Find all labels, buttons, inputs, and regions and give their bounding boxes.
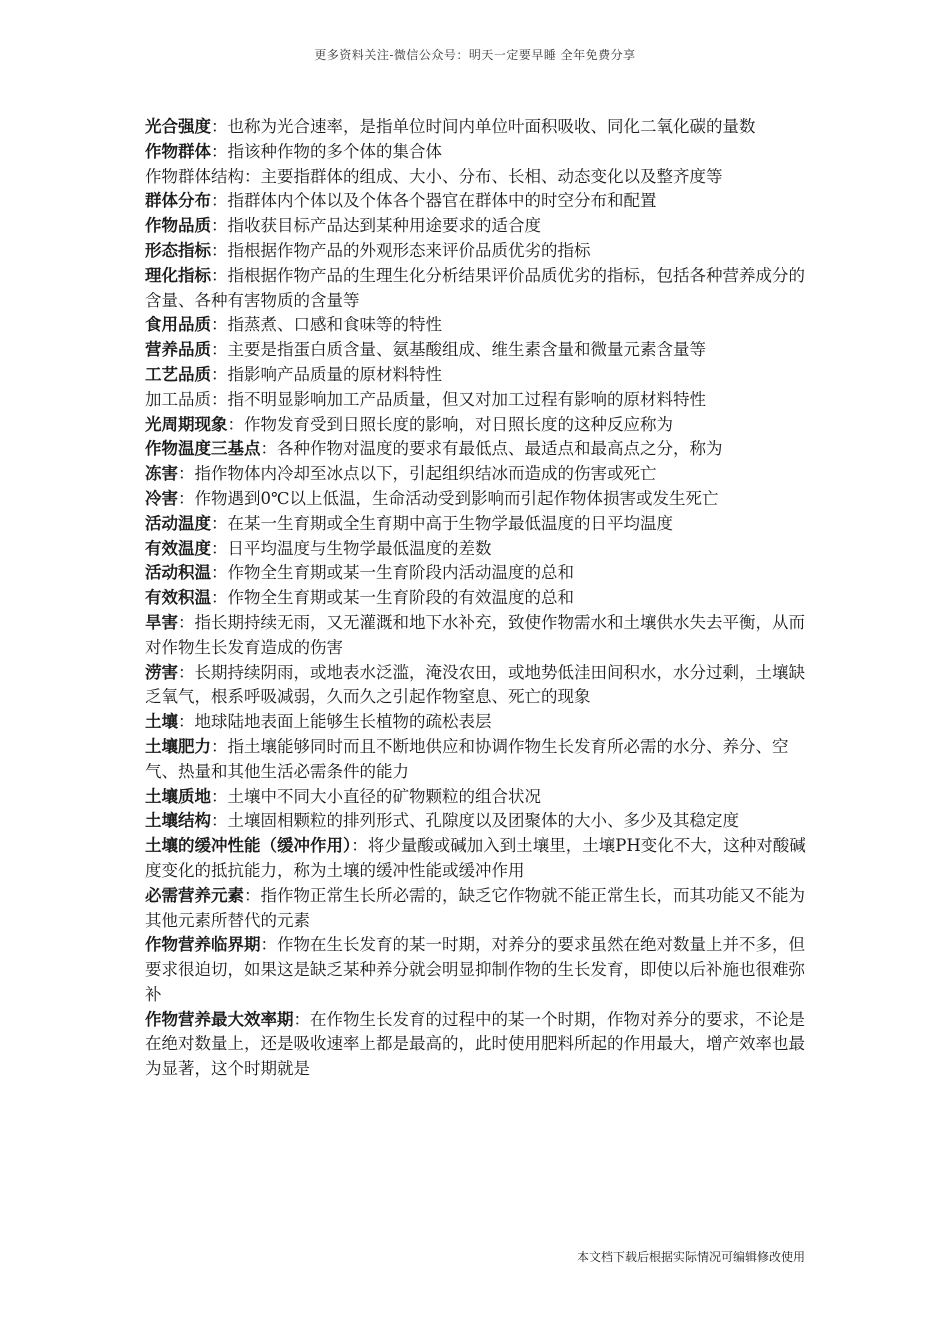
glossary-entry xyxy=(145,264,813,314)
entry-term: 食用品质 xyxy=(145,315,211,335)
entry-term: 光合强度 xyxy=(145,117,211,136)
entry-separator: ： xyxy=(211,736,228,756)
entry-term: 光周期现象 xyxy=(145,414,228,434)
entry-definition: 指该种作物的多个体的集合体 xyxy=(227,141,442,161)
entry-definition: 指影响产品质量的原材料特性 xyxy=(227,364,442,384)
entry-separator: ： xyxy=(211,191,228,211)
glossary-entry xyxy=(145,239,813,264)
entry-term: 作物温度三基点 xyxy=(145,439,261,459)
entry-term: 土壤 xyxy=(145,712,178,732)
entry-separator: ： xyxy=(211,538,228,558)
glossary-entry xyxy=(145,338,813,363)
entry-definition: 将少量酸或碱加入到土壤里，土壤PH变化不大，这种对酸碱度变化的抵抗能力，称为土壤的缓冲性能或缓冲作用 xyxy=(145,836,806,880)
entry-definition: 在某一生育期或全生育期中高于生物学最低温度的日平均温度 xyxy=(227,513,673,533)
entry-separator: ： xyxy=(211,117,228,136)
entry-definition: 指不明显影响加工产品质量，但又对加工过程有影响的原材料特性 xyxy=(227,389,706,409)
entry-term: 作物营养最大效率期 xyxy=(145,1009,294,1029)
entry-definition: 指蒸煮、口感和食味等的特性 xyxy=(227,315,442,335)
entry-definition: 主要是指蛋白质含量、氨基酸组成、维生素含量和微量元素含量等 xyxy=(227,340,706,360)
entry-definition: 指群体内个体以及个体各个器官在群体中的时空分布和配置 xyxy=(227,191,657,211)
entry-definition: 指作物体内冷却至冰点以下，引起组织结冰而造成的伤害或死亡 xyxy=(194,464,657,484)
glossary-entry xyxy=(145,313,813,338)
glossary-entry xyxy=(145,165,813,190)
entry-definition: 作物发育受到日照长度的影响，对日照长度的这种反应称为 xyxy=(244,414,673,434)
entry-term: 加工品质 xyxy=(145,389,211,409)
entry-term: 作物群体结构 xyxy=(145,166,244,186)
entry-separator: ： xyxy=(227,414,244,434)
entry-separator: ： xyxy=(211,563,228,583)
entry-separator: ： xyxy=(211,141,228,161)
entry-separator: ： xyxy=(178,612,195,632)
glossary-entry xyxy=(145,537,813,562)
page-header: 更多资料关注-微信公众号：明天一定要早睡 全年免费分享 xyxy=(314,48,636,62)
entry-definition: 指土壤能够同时而且不断地供应和协调作物生长发育所必需的水分、养分、空气、热量和其他生活必需条件的能力 xyxy=(145,736,789,781)
entry-term: 土壤肥力 xyxy=(145,736,211,756)
entry-definition: 主要指群体的组成、大小、分布、长相、动态变化以及整齐度等 xyxy=(260,166,723,186)
entry-separator: ： xyxy=(178,464,195,484)
entry-separator: ： xyxy=(244,885,261,905)
glossary-entry xyxy=(145,363,813,388)
entry-term: 作物营养临界期 xyxy=(145,935,261,955)
entry-term: 作物群体 xyxy=(145,141,211,161)
entry-separator: ： xyxy=(178,712,195,732)
entry-definition: 土壤中不同大小直径的矿物颗粒的组合状况 xyxy=(227,786,541,806)
entry-definition: 指作物正常生长所必需的，缺乏它作物就不能正常生长，而其功能又不能为其他元素所替代的元素 xyxy=(145,885,805,930)
entry-definition: 指根据作物产品的外观形态来评价品质优劣的指标 xyxy=(227,240,591,260)
glossary-entry xyxy=(145,710,813,735)
entry-separator: ： xyxy=(293,1009,310,1029)
entry-separator: ： xyxy=(260,935,277,955)
entry-definition: 也称为光合速率，是指单位时间内单位叶面积吸收、同化二氧化碳的量数 xyxy=(227,117,756,136)
entry-separator: ： xyxy=(211,364,228,384)
glossary-entry xyxy=(145,462,813,487)
entry-separator: ： xyxy=(260,439,277,459)
entry-separator: ： xyxy=(211,811,228,831)
entry-definition: 指根据作物产品的生理生化分析结果评价品质优劣的指标，包括各种营养成分的含量、各种有害物质的含量等 xyxy=(145,265,805,310)
glossary-entry xyxy=(145,214,813,239)
entry-separator: ： xyxy=(211,240,228,260)
entry-separator: ： xyxy=(211,513,228,533)
entry-term: 有效温度 xyxy=(145,538,211,558)
glossary-entry xyxy=(145,140,813,165)
entry-separator: ： xyxy=(351,836,368,856)
glossary-entry xyxy=(145,487,813,512)
glossary-entry xyxy=(145,437,813,462)
glossary-entry xyxy=(145,413,813,438)
glossary-entry xyxy=(145,512,813,537)
entry-separator: ： xyxy=(178,662,195,682)
glossary-entry xyxy=(145,388,813,413)
entry-separator: ： xyxy=(211,315,228,335)
entry-separator: ： xyxy=(244,166,261,186)
entry-term: 涝害 xyxy=(145,662,178,682)
entry-definition: 长期持续阴雨，或地表水泛滥，淹没农田，或地势低洼田间积水，水分过剩，土壤缺乏氧气，根系呼吸减弱，久而久之引起作物窒息、死亡的现象 xyxy=(145,662,805,707)
entry-term: 冻害 xyxy=(145,464,178,484)
entry-definition: 作物在生长发育的某一时期，对养分的要求虽然在绝对数量上并不多，但要求很迫切，如果这是缺乏某种养分就会明显抑制作物的生长发育，即使以后补施也很难弥补 xyxy=(145,935,805,1004)
entry-definition: 日平均温度与生物学最低温度的差数 xyxy=(227,538,492,558)
entry-definition: 指长期持续无雨，又无灌溉和地下水补充，致使作物需水和土壤供水失去平衡，从而对作物生长发育造成的伤害 xyxy=(145,612,805,657)
entry-term: 群体分布 xyxy=(145,191,211,211)
entry-term: 必需营养元素 xyxy=(145,885,244,905)
entry-term: 土壤结构 xyxy=(145,811,211,831)
entry-term: 冷害 xyxy=(145,488,178,508)
entry-definition: 作物全生育期或某一生育阶段的有效温度的总和 xyxy=(227,588,574,608)
entry-definition: 各种作物对温度的要求有最低点、最适点和最高点之分，称为 xyxy=(277,439,723,459)
entry-term: 旱害 xyxy=(145,612,178,632)
glossary-content xyxy=(145,115,813,1082)
glossary-entry xyxy=(145,834,813,884)
glossary-entry xyxy=(145,661,813,711)
glossary-entry xyxy=(145,611,813,661)
entry-definition: 在作物生长发育的过程中的某一个时期，作物对养分的要求，不论是在绝对数量上，还是吸收速率上都是最高的，此时使用肥料所起的作用最大，增产效率也最为显著，这个时期就是 xyxy=(145,1009,805,1079)
glossary-entry xyxy=(145,586,813,611)
entry-term: 工艺品质 xyxy=(145,364,211,384)
glossary-entry xyxy=(145,189,813,214)
entry-term: 土壤质地 xyxy=(145,786,211,806)
entry-separator: ： xyxy=(211,588,228,608)
glossary-entry xyxy=(145,884,813,934)
entry-term: 活动积温 xyxy=(145,563,211,583)
entry-definition: 土壤固相颗粒的排列形式、孔隙度以及团聚体的大小、多少及其稳定度 xyxy=(227,811,739,831)
entry-separator: ： xyxy=(178,488,195,508)
entry-separator: ： xyxy=(211,786,228,806)
entry-term: 理化指标 xyxy=(145,265,211,285)
entry-definition: 地球陆地表面上能够生长植物的疏松表层 xyxy=(194,712,492,732)
glossary-entry xyxy=(145,1008,813,1082)
entry-term: 土壤的缓冲性能（缓冲作用） xyxy=(145,836,352,856)
entry-separator: ： xyxy=(211,265,228,285)
entry-term: 活动温度 xyxy=(145,513,211,533)
entry-separator: ： xyxy=(211,340,228,360)
entry-definition: 作物全生育期或某一生育阶段内活动温度的总和 xyxy=(227,563,574,583)
entry-separator: ： xyxy=(211,216,228,236)
entry-term: 形态指标 xyxy=(145,240,211,260)
entry-definition: 作物遇到0℃以上低温，生命活动受到影响而引起作物体损害或发生死亡 xyxy=(194,488,719,508)
page-footer: 本文档下载后根据实际情况可编辑修改使用 xyxy=(576,1250,805,1264)
entry-term: 作物品质 xyxy=(145,216,211,236)
entry-separator: ： xyxy=(211,389,228,409)
glossary-entry xyxy=(145,735,813,785)
glossary-entry xyxy=(145,785,813,810)
entry-definition: 指收获目标产品达到某种用途要求的适合度 xyxy=(227,216,541,236)
glossary-entry xyxy=(145,933,813,1007)
glossary-entry xyxy=(145,561,813,586)
glossary-entry xyxy=(145,809,813,834)
entry-term: 营养品质 xyxy=(145,340,211,360)
entry-term: 有效积温 xyxy=(145,588,211,608)
glossary-entry xyxy=(145,115,813,140)
